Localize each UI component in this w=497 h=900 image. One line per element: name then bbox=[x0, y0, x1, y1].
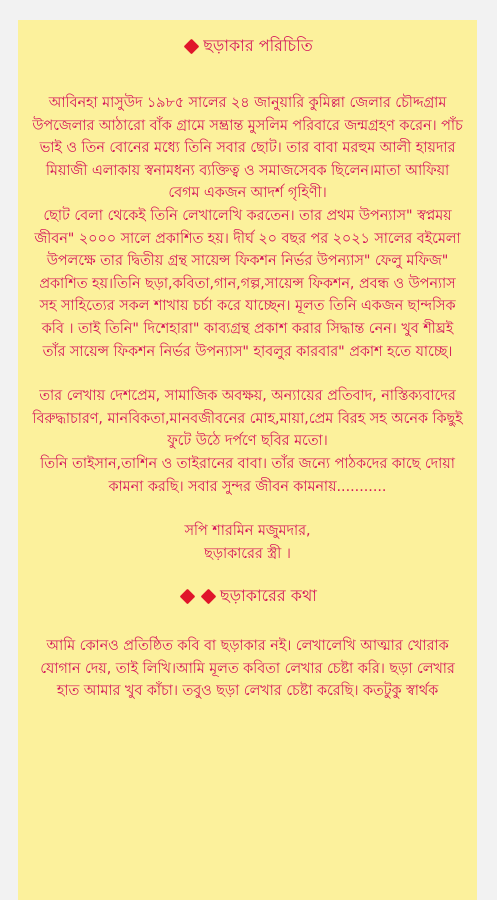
diamond-bullet-icon bbox=[184, 38, 200, 54]
document-page bbox=[18, 20, 477, 900]
bio-paragraph-1: আবিনহা মাসুউদ ১৯৮৫ সালের ২৪ জানুয়ারি কুমিল্লা জেলার চৌদ্দগ্রাম উপজেলার আঠারো বাঁক গ্রামে সম্ভ্রান্ত মুসলিম পরিবারে জন্মগ্রহণ করেন। পাঁচ ভাই ও তিন বোনের মধ্যে তিনি সবার ছোট। তার বাবা মরহুম আলী হায়দার মিয়াজী এলাকায় স্বনামধন্য ব্যক্তিত্ব ও সমাজসেবক ছিলেন।মাতা আফিয়া বেগম একজন আদর্শ গৃহিণী। bbox=[32, 95, 463, 202]
signature-relation: ছড়াকারের স্ত্রী । bbox=[204, 545, 291, 562]
section-heading-poet-intro bbox=[18, 35, 477, 57]
bio-paragraph-2: ছোট বেলা থেকেই তিনি লেখালেখি করতেন। তার প্রথম উপন্যাস" স্বপ্নময় জীবন" ২০০০ সালে প্রকাশিত হয়। দীর্ঘ ২০ বছর পর ২০২১ সালের বইমেলা উপলক্ষে তার দ্বিতীয় গ্রন্থ সায়েন্স ফিকশন নির্ভর উপন্যাস" ফেলু মফিজ" প্রকাশিত হয়।তিনি ছড়া,কবিতা,গান,গল্প,সায়েন্স ফিকশন, প্রবন্ধ ও উপন্যাস সহ সাহিত্যের সকল শাখায় চর্চা করে যাচ্ছেন। মূলত তিনি একজন ছান্দসিক কবি । তাই তিনি" দিশেহারা" কাব্যগ্রন্থ প্রকাশ করার সিদ্ধান্ত নেন। খুব শীঘ্রই তাঁর সায়েন্স ফিকশন নির্ভর উপন্যাস" হাবলুর কারবার" প্রকাশ হতে যাচ্ছে। bbox=[34, 207, 461, 360]
section-heading-text: ছড়াকার পরিচিতি bbox=[203, 36, 313, 55]
diamond-bullet-icon bbox=[201, 589, 217, 605]
poet-words-paragraph-1: আমি কোনও প্রতিষ্ঠিত কবি বা ছড়াকার নই। লেখালেখি আত্মার খোরাক যোগান দেয়, তাই লিখি।আমি মূলত কবিতা লেখার চেষ্টা করি। ছড়া লেখার হাত আমার খুব কাঁচা। তবুও ছড়া লেখার চেষ্টা করেছি। কতটুকু স্বার্থক bbox=[40, 638, 455, 700]
bio-paragraph-3: তার লেখায় দেশপ্রেম, সামাজিক অবক্ষয়, অন্যায়ের প্রতিবাদ, নাস্তিক্যবাদের বিরুদ্ধাচারণ, মানবিকতা,মানবজীবনের মোহ,মায়া,প্রেম বিরহ সহ অনেক কিছুই ফুটে উঠে দর্পণে ছবির মতো। bbox=[32, 388, 463, 450]
section-heading-poet-words bbox=[18, 585, 477, 607]
section-heading-text: ছড়াকারের কথা bbox=[220, 586, 317, 606]
bio-paragraph-4: তিনি তাইসান,তাশিন ও তাইরানের বাবা। তাঁর জন্যে পাঠকদের কাছে দোয়া কামনা করছি। সবার সুন্দর জীবন কামনায়........... bbox=[40, 455, 455, 495]
signature-name: সপি শারমিন মজুমদার, bbox=[184, 523, 311, 540]
diamond-bullet-icon bbox=[180, 589, 196, 605]
